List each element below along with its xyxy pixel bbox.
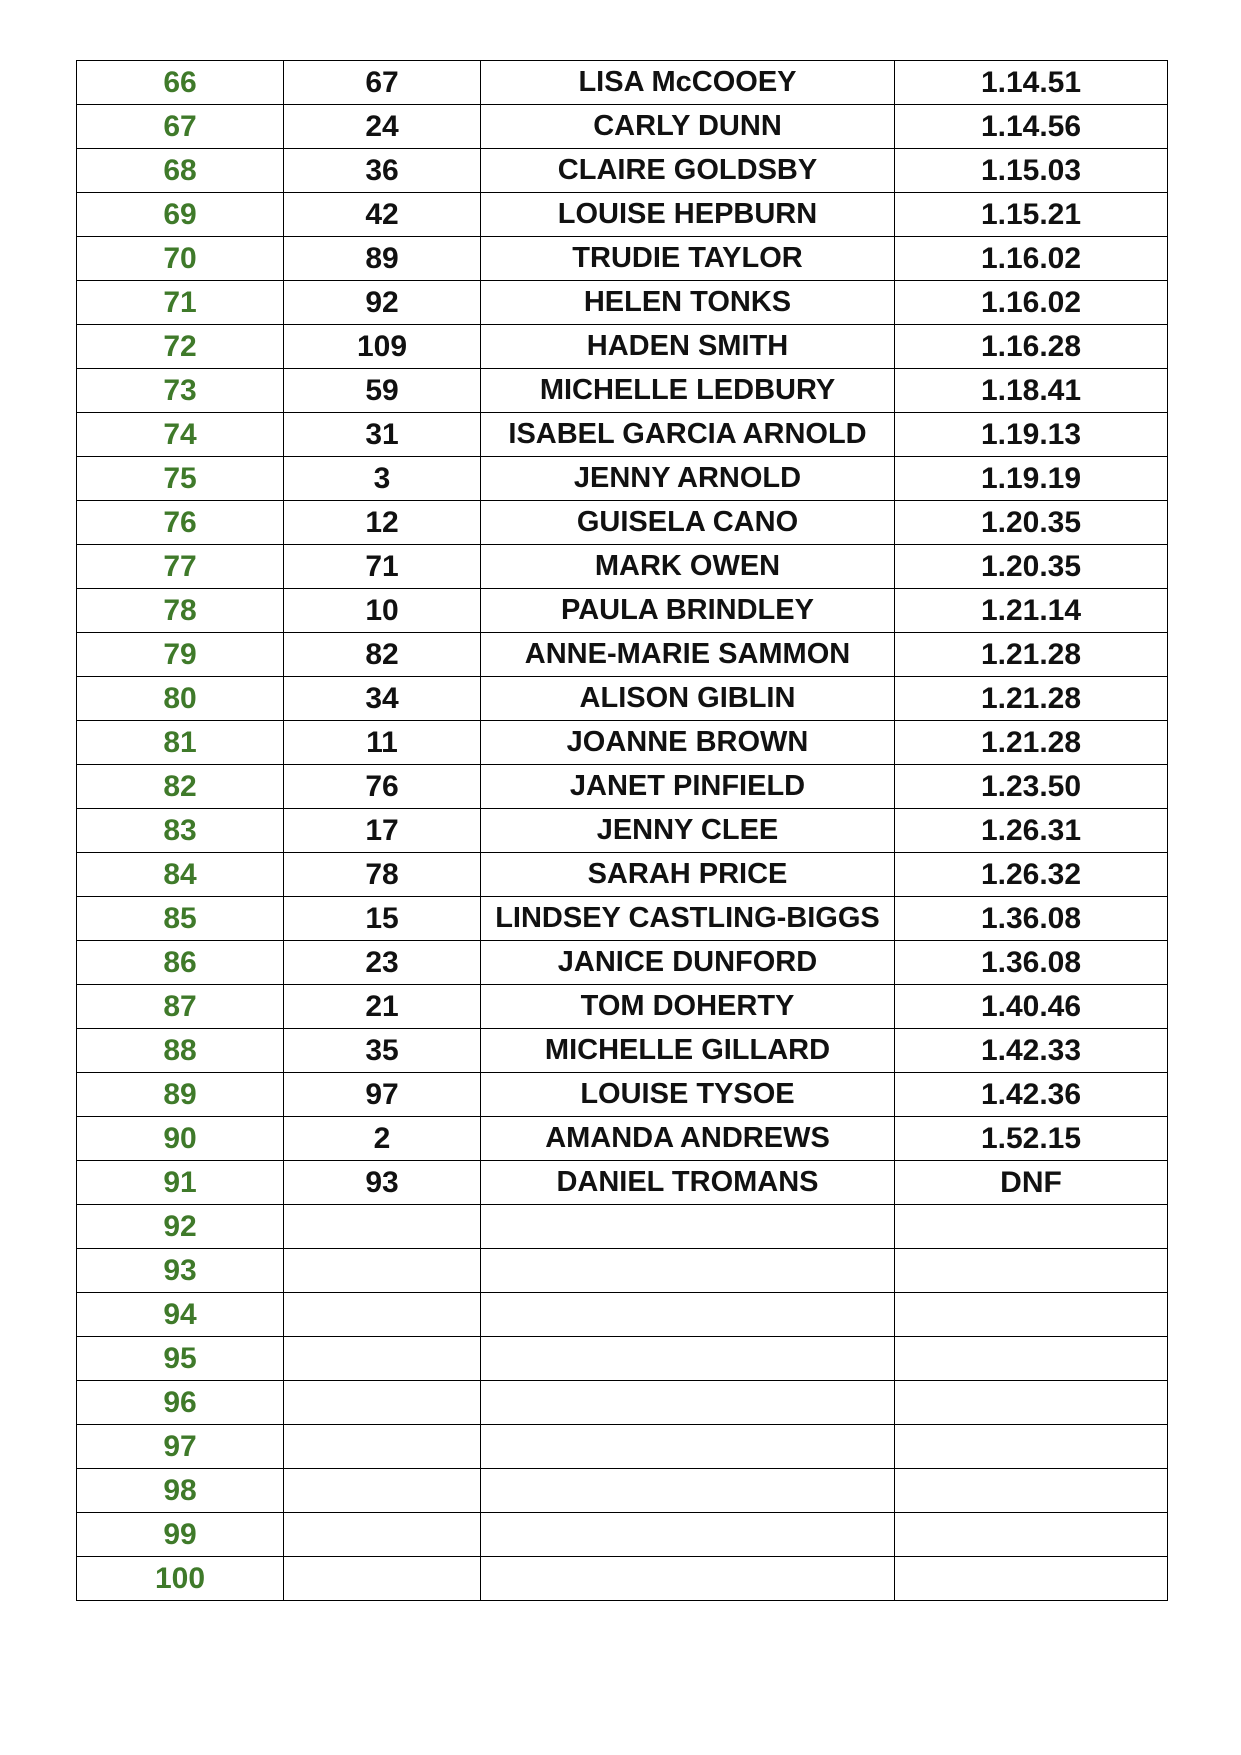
runner-name-cell xyxy=(481,1205,895,1249)
finish-time-cell: 1.16.02 xyxy=(895,281,1168,325)
finish-time-cell: 1.16.28 xyxy=(895,325,1168,369)
finish-position-cell: 89 xyxy=(77,1073,284,1117)
finish-time-cell: 1.20.35 xyxy=(895,501,1168,545)
runner-name-cell xyxy=(481,1293,895,1337)
finish-position-cell: 85 xyxy=(77,897,284,941)
race-number-cell: 31 xyxy=(284,413,481,457)
finish-time-cell: 1.15.21 xyxy=(895,193,1168,237)
finish-position-cell: 93 xyxy=(77,1249,284,1293)
finish-position-cell: 88 xyxy=(77,1029,284,1073)
race-number-cell: 82 xyxy=(284,633,481,677)
race-number-cell: 3 xyxy=(284,457,481,501)
finish-time-cell: 1.21.28 xyxy=(895,721,1168,765)
race-number-cell: 42 xyxy=(284,193,481,237)
table-row xyxy=(77,633,1168,677)
runner-name-cell xyxy=(481,1249,895,1293)
runner-name-cell: LOUISE TYSOE xyxy=(481,1073,895,1117)
race-number-cell: 93 xyxy=(284,1161,481,1205)
runner-name-cell: ALISON GIBLIN xyxy=(481,677,895,721)
finish-position-cell: 74 xyxy=(77,413,284,457)
table-row xyxy=(77,1469,1168,1513)
race-number-cell: 24 xyxy=(284,105,481,149)
table-row xyxy=(77,1513,1168,1557)
table-row xyxy=(77,1425,1168,1469)
table-row xyxy=(77,61,1168,105)
runner-name-cell xyxy=(481,1381,895,1425)
runner-name-cell xyxy=(481,1513,895,1557)
race-number-cell: 15 xyxy=(284,897,481,941)
finish-time-cell: 1.26.32 xyxy=(895,853,1168,897)
race-number-cell: 10 xyxy=(284,589,481,633)
table-row xyxy=(77,941,1168,985)
runner-name-cell: JENNY CLEE xyxy=(481,809,895,853)
runner-name-cell xyxy=(481,1557,895,1601)
runner-name-cell: DANIEL TROMANS xyxy=(481,1161,895,1205)
finish-time-cell: 1.42.33 xyxy=(895,1029,1168,1073)
finish-position-cell: 78 xyxy=(77,589,284,633)
finish-position-cell: 71 xyxy=(77,281,284,325)
finish-position-cell: 75 xyxy=(77,457,284,501)
race-number-cell: 71 xyxy=(284,545,481,589)
finish-time-cell: 1.36.08 xyxy=(895,941,1168,985)
race-number-cell: 12 xyxy=(284,501,481,545)
race-number-cell xyxy=(284,1337,481,1381)
table-row xyxy=(77,413,1168,457)
table-row xyxy=(77,1117,1168,1161)
runner-name-cell: JOANNE BROWN xyxy=(481,721,895,765)
finish-time-cell xyxy=(895,1425,1168,1469)
finish-position-cell: 72 xyxy=(77,325,284,369)
finish-time-cell: 1.21.14 xyxy=(895,589,1168,633)
race-number-cell xyxy=(284,1381,481,1425)
runner-name-cell: JENNY ARNOLD xyxy=(481,457,895,501)
finish-position-cell: 99 xyxy=(77,1513,284,1557)
table-row xyxy=(77,765,1168,809)
finish-position-cell: 100 xyxy=(77,1557,284,1601)
finish-position-cell: 69 xyxy=(77,193,284,237)
table-row xyxy=(77,1161,1168,1205)
race-number-cell: 78 xyxy=(284,853,481,897)
finish-position-cell: 84 xyxy=(77,853,284,897)
race-number-cell: 2 xyxy=(284,1117,481,1161)
runner-name-cell: ANNE-MARIE SAMMON xyxy=(481,633,895,677)
race-number-cell: 97 xyxy=(284,1073,481,1117)
finish-position-cell: 82 xyxy=(77,765,284,809)
finish-time-cell xyxy=(895,1381,1168,1425)
race-number-cell: 59 xyxy=(284,369,481,413)
finish-time-cell: 1.18.41 xyxy=(895,369,1168,413)
runner-name-cell xyxy=(481,1337,895,1381)
finish-time-cell xyxy=(895,1469,1168,1513)
runner-name-cell: MICHELLE GILLARD xyxy=(481,1029,895,1073)
runner-name-cell: ISABEL GARCIA ARNOLD xyxy=(481,413,895,457)
finish-time-cell xyxy=(895,1293,1168,1337)
runner-name-cell: SARAH PRICE xyxy=(481,853,895,897)
finish-position-cell: 94 xyxy=(77,1293,284,1337)
finish-time-cell: DNF xyxy=(895,1161,1168,1205)
finish-time-cell: 1.16.02 xyxy=(895,237,1168,281)
table-row xyxy=(77,501,1168,545)
race-number-cell: 89 xyxy=(284,237,481,281)
runner-name-cell: LINDSEY CASTLING-BIGGS xyxy=(481,897,895,941)
runner-name-cell: GUISELA CANO xyxy=(481,501,895,545)
finish-position-cell: 77 xyxy=(77,545,284,589)
table-row xyxy=(77,1557,1168,1601)
runner-name-cell: TOM DOHERTY xyxy=(481,985,895,1029)
runner-name-cell xyxy=(481,1425,895,1469)
runner-name-cell: TRUDIE TAYLOR xyxy=(481,237,895,281)
table-row xyxy=(77,1029,1168,1073)
finish-position-cell: 76 xyxy=(77,501,284,545)
finish-time-cell xyxy=(895,1249,1168,1293)
results-table-body xyxy=(77,61,1168,1601)
finish-position-cell: 73 xyxy=(77,369,284,413)
race-number-cell xyxy=(284,1205,481,1249)
table-row xyxy=(77,457,1168,501)
finish-position-cell: 66 xyxy=(77,61,284,105)
finish-time-cell: 1.20.35 xyxy=(895,545,1168,589)
finish-time-cell xyxy=(895,1513,1168,1557)
finish-time-cell: 1.21.28 xyxy=(895,633,1168,677)
runner-name-cell: MARK OWEN xyxy=(481,545,895,589)
table-row xyxy=(77,1073,1168,1117)
table-row xyxy=(77,589,1168,633)
race-number-cell: 34 xyxy=(284,677,481,721)
finish-position-cell: 86 xyxy=(77,941,284,985)
finish-time-cell: 1.26.31 xyxy=(895,809,1168,853)
runner-name-cell: HADEN SMITH xyxy=(481,325,895,369)
race-number-cell: 35 xyxy=(284,1029,481,1073)
runner-name-cell: JANET PINFIELD xyxy=(481,765,895,809)
race-number-cell: 92 xyxy=(284,281,481,325)
table-row xyxy=(77,809,1168,853)
race-number-cell: 23 xyxy=(284,941,481,985)
finish-position-cell: 96 xyxy=(77,1381,284,1425)
finish-position-cell: 79 xyxy=(77,633,284,677)
table-row xyxy=(77,1293,1168,1337)
runner-name-cell: PAULA BRINDLEY xyxy=(481,589,895,633)
finish-position-cell: 83 xyxy=(77,809,284,853)
table-row xyxy=(77,985,1168,1029)
finish-position-cell: 97 xyxy=(77,1425,284,1469)
finish-time-cell: 1.40.46 xyxy=(895,985,1168,1029)
race-number-cell xyxy=(284,1469,481,1513)
race-number-cell: 36 xyxy=(284,149,481,193)
table-row xyxy=(77,193,1168,237)
table-row xyxy=(77,325,1168,369)
race-number-cell: 11 xyxy=(284,721,481,765)
race-number-cell xyxy=(284,1425,481,1469)
finish-position-cell: 70 xyxy=(77,237,284,281)
table-row xyxy=(77,677,1168,721)
finish-position-cell: 95 xyxy=(77,1337,284,1381)
table-row xyxy=(77,1337,1168,1381)
finish-position-cell: 87 xyxy=(77,985,284,1029)
runner-name-cell xyxy=(481,1469,895,1513)
table-row xyxy=(77,237,1168,281)
table-row xyxy=(77,105,1168,149)
finish-position-cell: 68 xyxy=(77,149,284,193)
runner-name-cell: LOUISE HEPBURN xyxy=(481,193,895,237)
finish-time-cell: 1.15.03 xyxy=(895,149,1168,193)
runner-name-cell: AMANDA ANDREWS xyxy=(481,1117,895,1161)
table-row xyxy=(77,721,1168,765)
runner-name-cell: CARLY DUNN xyxy=(481,105,895,149)
finish-position-cell: 81 xyxy=(77,721,284,765)
runner-name-cell: CLAIRE GOLDSBY xyxy=(481,149,895,193)
race-number-cell: 17 xyxy=(284,809,481,853)
race-number-cell xyxy=(284,1513,481,1557)
table-row xyxy=(77,281,1168,325)
finish-time-cell: 1.42.36 xyxy=(895,1073,1168,1117)
finish-position-cell: 90 xyxy=(77,1117,284,1161)
table-row xyxy=(77,853,1168,897)
finish-time-cell xyxy=(895,1205,1168,1249)
race-number-cell xyxy=(284,1293,481,1337)
finish-time-cell: 1.19.19 xyxy=(895,457,1168,501)
table-row xyxy=(77,1249,1168,1293)
table-row xyxy=(77,545,1168,589)
finish-position-cell: 98 xyxy=(77,1469,284,1513)
table-row xyxy=(77,369,1168,413)
runner-name-cell: LISA McCOOEY xyxy=(481,61,895,105)
race-number-cell: 21 xyxy=(284,985,481,1029)
race-number-cell xyxy=(284,1557,481,1601)
finish-time-cell: 1.19.13 xyxy=(895,413,1168,457)
race-number-cell: 67 xyxy=(284,61,481,105)
race-number-cell: 76 xyxy=(284,765,481,809)
finish-time-cell: 1.52.15 xyxy=(895,1117,1168,1161)
finish-time-cell xyxy=(895,1337,1168,1381)
runner-name-cell: JANICE DUNFORD xyxy=(481,941,895,985)
table-row xyxy=(77,149,1168,193)
finish-position-cell: 80 xyxy=(77,677,284,721)
finish-time-cell: 1.23.50 xyxy=(895,765,1168,809)
runner-name-cell: MICHELLE LEDBURY xyxy=(481,369,895,413)
finish-time-cell: 1.36.08 xyxy=(895,897,1168,941)
finish-time-cell xyxy=(895,1557,1168,1601)
table-row xyxy=(77,1381,1168,1425)
runner-name-cell: HELEN TONKS xyxy=(481,281,895,325)
race-number-cell: 109 xyxy=(284,325,481,369)
table-row xyxy=(77,1205,1168,1249)
race-number-cell xyxy=(284,1249,481,1293)
finish-position-cell: 91 xyxy=(77,1161,284,1205)
finish-position-cell: 67 xyxy=(77,105,284,149)
results-table xyxy=(76,60,1168,1601)
table-row xyxy=(77,897,1168,941)
finish-position-cell: 92 xyxy=(77,1205,284,1249)
finish-time-cell: 1.21.28 xyxy=(895,677,1168,721)
finish-time-cell: 1.14.51 xyxy=(895,61,1168,105)
finish-time-cell: 1.14.56 xyxy=(895,105,1168,149)
